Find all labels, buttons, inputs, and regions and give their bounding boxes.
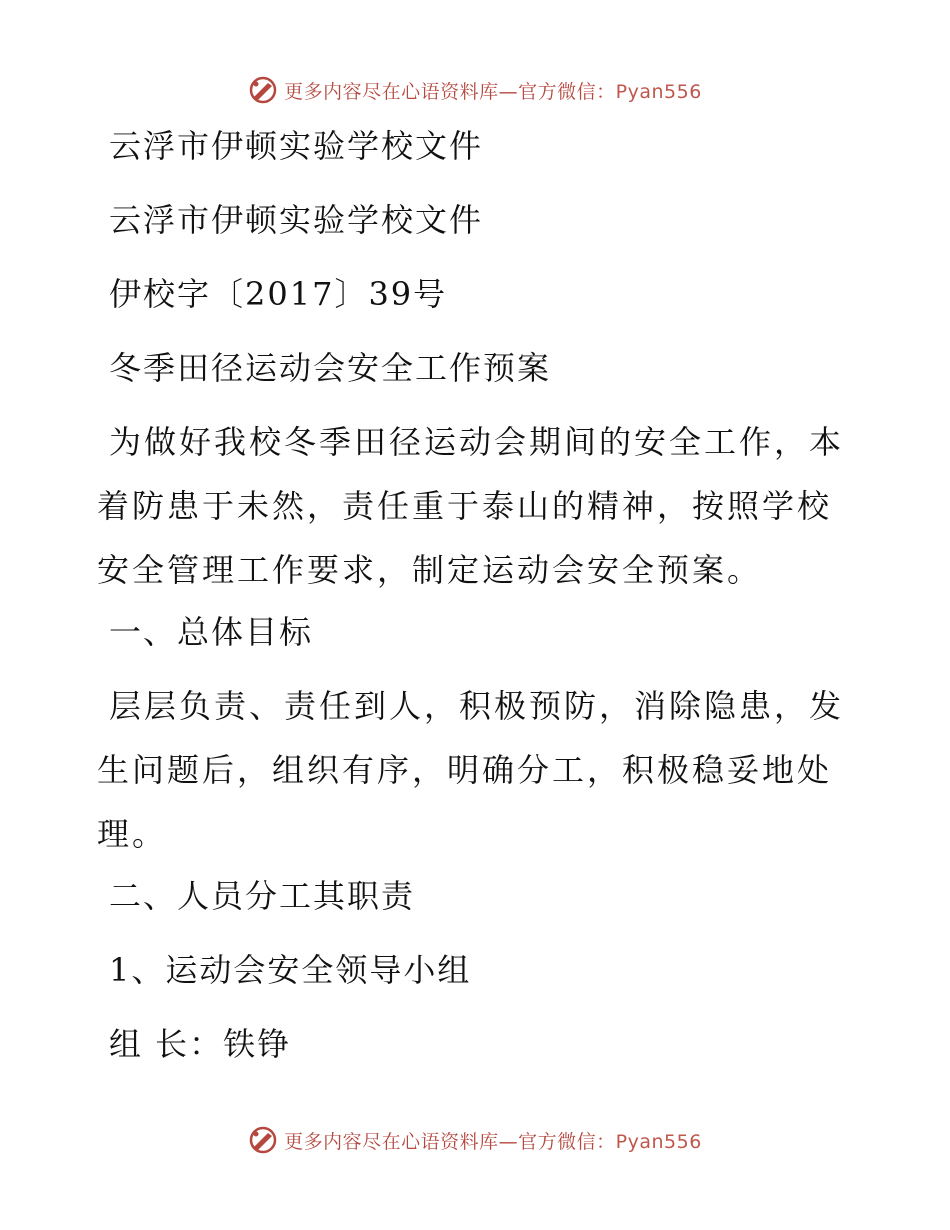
document-number: 伊校字〔2017〕39号 (109, 275, 448, 313)
section-2-heading: 二、人员分工其职责 (109, 877, 416, 915)
section-1-heading: 一、总体目标 (109, 613, 314, 651)
header-line-2: 云浮市伊顿实验学校文件 (109, 201, 484, 239)
watermark-label: 更多内容尽在心语资料库—官方微信： (284, 1130, 616, 1153)
watermark-header (0, 70, 950, 110)
subsection-1-heading: 1、运动会安全领导小组 (109, 951, 472, 989)
header-line-1: 云浮市伊顿实验学校文件 (109, 127, 484, 165)
document-title: 冬季田径运动会安全工作预案 (109, 349, 552, 387)
intro-paragraph: 为做好我校冬季田径运动会期间的安全工作，本着防患于未然，责任重于泰山的精神，按照学校安全管理工作要求，制定运动会安全预案。 (97, 423, 845, 589)
watermark-handle: Pyan556 (615, 80, 702, 103)
watermark-text (284, 1127, 702, 1154)
watermark-handle: Pyan556 (615, 1130, 702, 1153)
watermark-label: 更多内容尽在心语资料库—官方微信： (284, 80, 616, 103)
watermark-footer (0, 1120, 950, 1160)
pen-seal-icon (248, 75, 278, 105)
pen-seal-icon (248, 1125, 278, 1155)
section-1-body: 层层负责、责任到人，积极预防，消除隐患，发生问题后，组织有序，明确分工，积极稳妥地处理。 (97, 687, 845, 853)
leader-line: 组 长：铁铮 (109, 1025, 292, 1063)
watermark-text (284, 77, 702, 104)
